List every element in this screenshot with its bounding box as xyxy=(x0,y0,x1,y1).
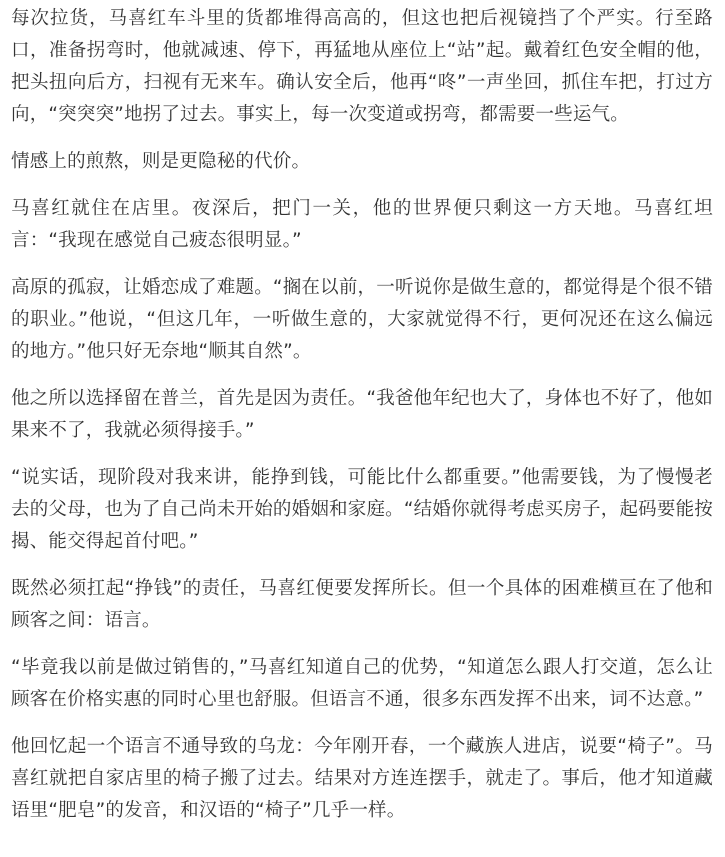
article-paragraph: 既然必须扛起“挣钱”的责任，马喜红便要发挥所长。但一个具体的困难横亘在了他和顾客之间：语言。 xyxy=(11,578,713,631)
article-paragraph: 马喜红就住在店里。夜深后，把门一关，他的世界便只剩这一方天地。马喜红坦言：“我现在感觉自己疲态很明显。” xyxy=(11,198,713,251)
article-paragraph: 他之所以选择留在普兰，首先是因为责任。“我爸他年纪也大了，身体也不好了，他如果来不了，我就必须得接手。” xyxy=(11,388,713,441)
article-paragraph: “毕竟我以前是做过销售的，”马喜红知道自己的优势，“知道怎么跟人打交道，怎么让顾客在价格实惠的同时心里也舒服。但语言不通，很多东西发挥不出来，词不达意。” xyxy=(11,657,713,710)
article-paragraph: 高原的孤寂，让婚恋成了难题。“搁在以前，一听说你是做生意的，都觉得是个很不错的职业。”他说，“但这几年，一听做生意的，大家就觉得不行，更何况还在这么偏远的地方。”他只好无奈地“顺其自然”。 xyxy=(11,277,713,362)
article-paragraph: “说实话，现阶段对我来讲，能挣到钱，可能比什么都重要。”他需要钱，为了慢慢老去的父母，也为了自己尚未开始的婚姻和家庭。“结婚你就得考虑买房子，起码要能按揭、能交得起首付吧。” xyxy=(11,467,713,552)
article-paragraph: 他回忆起一个语言不通导致的乌龙：今年刚开春，一个藏族人进店，说要“椅子”。马喜红就把自家店里的椅子搬了过去。结果对方连连摆手，就走了。事后，他才知道藏语里“肥皂”的发音，和汉语的“椅子”几乎一样。 xyxy=(11,736,713,821)
article-paragraph: 情感上的煎熬，则是更隐秘的代价。 xyxy=(11,151,311,172)
article-paragraph: 每次拉货，马喜红车斗里的货都堆得高高的，但这也把后视镜挡了个严实。行至路口，准备拐弯时，他就减速、停下，再猛地从座位上“站”起。戴着红色安全帽的他，把头扭向后方，扫视有无来车。确认安全后，他再“咚”一声坐回，抓住车把，打过方向，“突突突”地拐了过去。事实上，每一次变道或拐弯，都需要一些运气。 xyxy=(11,8,713,125)
